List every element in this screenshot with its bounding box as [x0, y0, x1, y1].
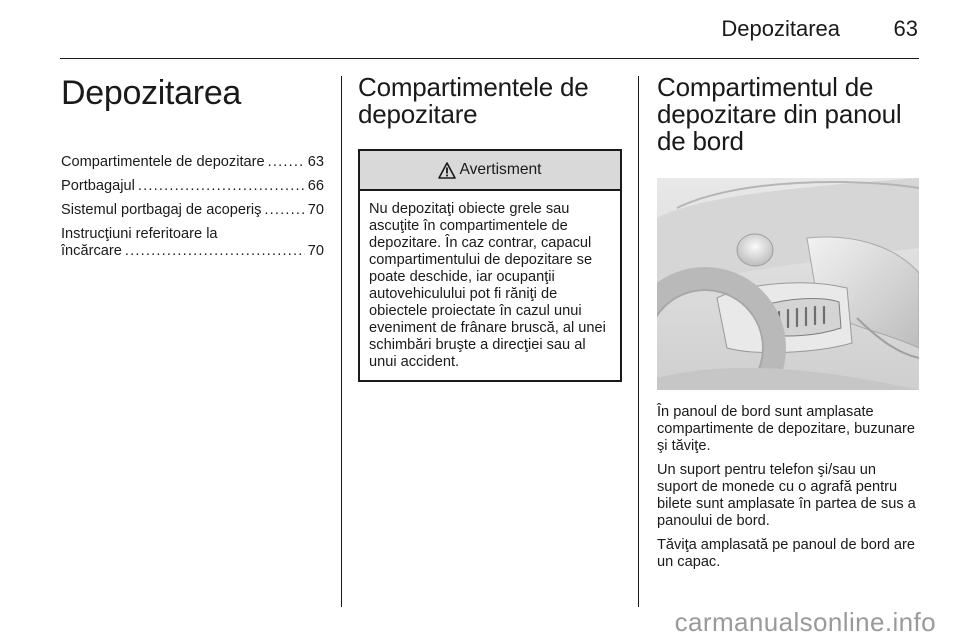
- toc-item[interactable]: [61, 154, 324, 171]
- dashboard-storage-illustration: [657, 178, 919, 390]
- toc-item[interactable]: [61, 226, 324, 260]
- toc-item-page: 70: [307, 202, 324, 218]
- column-divider: [341, 76, 342, 607]
- left-column: [61, 74, 324, 267]
- middle-column: [358, 74, 622, 382]
- toc-item-label: Sistemul portbagaj de acoperiş: [61, 202, 262, 218]
- page-number: 63: [893, 16, 918, 41]
- column-divider: [638, 76, 639, 607]
- toc-item-label-line1: Instrucţiuni referitoare la: [61, 226, 218, 242]
- toc-item-label: încărcare: [61, 243, 122, 259]
- toc-item-page: 70: [307, 243, 324, 259]
- warning-box: [358, 149, 622, 382]
- toc-item[interactable]: [61, 202, 324, 219]
- toc-leader: [125, 243, 305, 260]
- toc-item-label: Portbagajul: [61, 178, 135, 194]
- warning-triangle-icon: [438, 162, 456, 179]
- table-of-contents: [61, 154, 324, 260]
- body-paragraph: În panoul de bord sunt amplasate compartimente de depozitare, buzunare şi tăviţe.: [657, 404, 915, 454]
- dashboard-illustration-svg: [657, 178, 919, 390]
- header-title: Depozitarea: [721, 16, 840, 41]
- chapter-title: Depozitarea: [61, 74, 242, 112]
- body-paragraph: Un suport pentru telefon şi/sau un suport de monede cu o agrafă pentru bilete sunt amplasate în partea de sus a panoului de bord.: [657, 462, 916, 529]
- warning-header: [360, 151, 620, 191]
- toc-item[interactable]: [61, 178, 324, 195]
- header-rule: [60, 58, 919, 59]
- toc-item-page: 63: [307, 154, 324, 170]
- body-paragraph: Tăviţa amplasată pe panoul de bord are un capac.: [657, 537, 915, 570]
- warning-text: Nu depozitaţi obiecte grele sau ascuţite în compartimentele de depozitare. În caz contrar, capacul compartimentului de depozitare se poate deschide, iar ocupanţii autovehiculului pot fi răniţi de obiectele proiectate în cazul unui eveniment de frânare bruscă, al unei schimbări bruşte a direcţiei sau al unui accident.: [369, 201, 606, 370]
- toc-leader: [138, 178, 305, 195]
- section-title: Compartimentele de depozitare: [358, 72, 589, 129]
- toc-leader: [268, 154, 305, 171]
- right-column: [657, 74, 919, 571]
- toc-item-page: 66: [307, 178, 324, 194]
- toc-item-label: Compartimentele de depozitare: [61, 154, 265, 170]
- toc-leader: [264, 202, 304, 219]
- watermark: carmanualsonline.info: [674, 607, 936, 637]
- section-title: Compartimentul de depozitare din panoul de bord: [657, 72, 902, 156]
- warning-title: Avertisment: [459, 161, 542, 178]
